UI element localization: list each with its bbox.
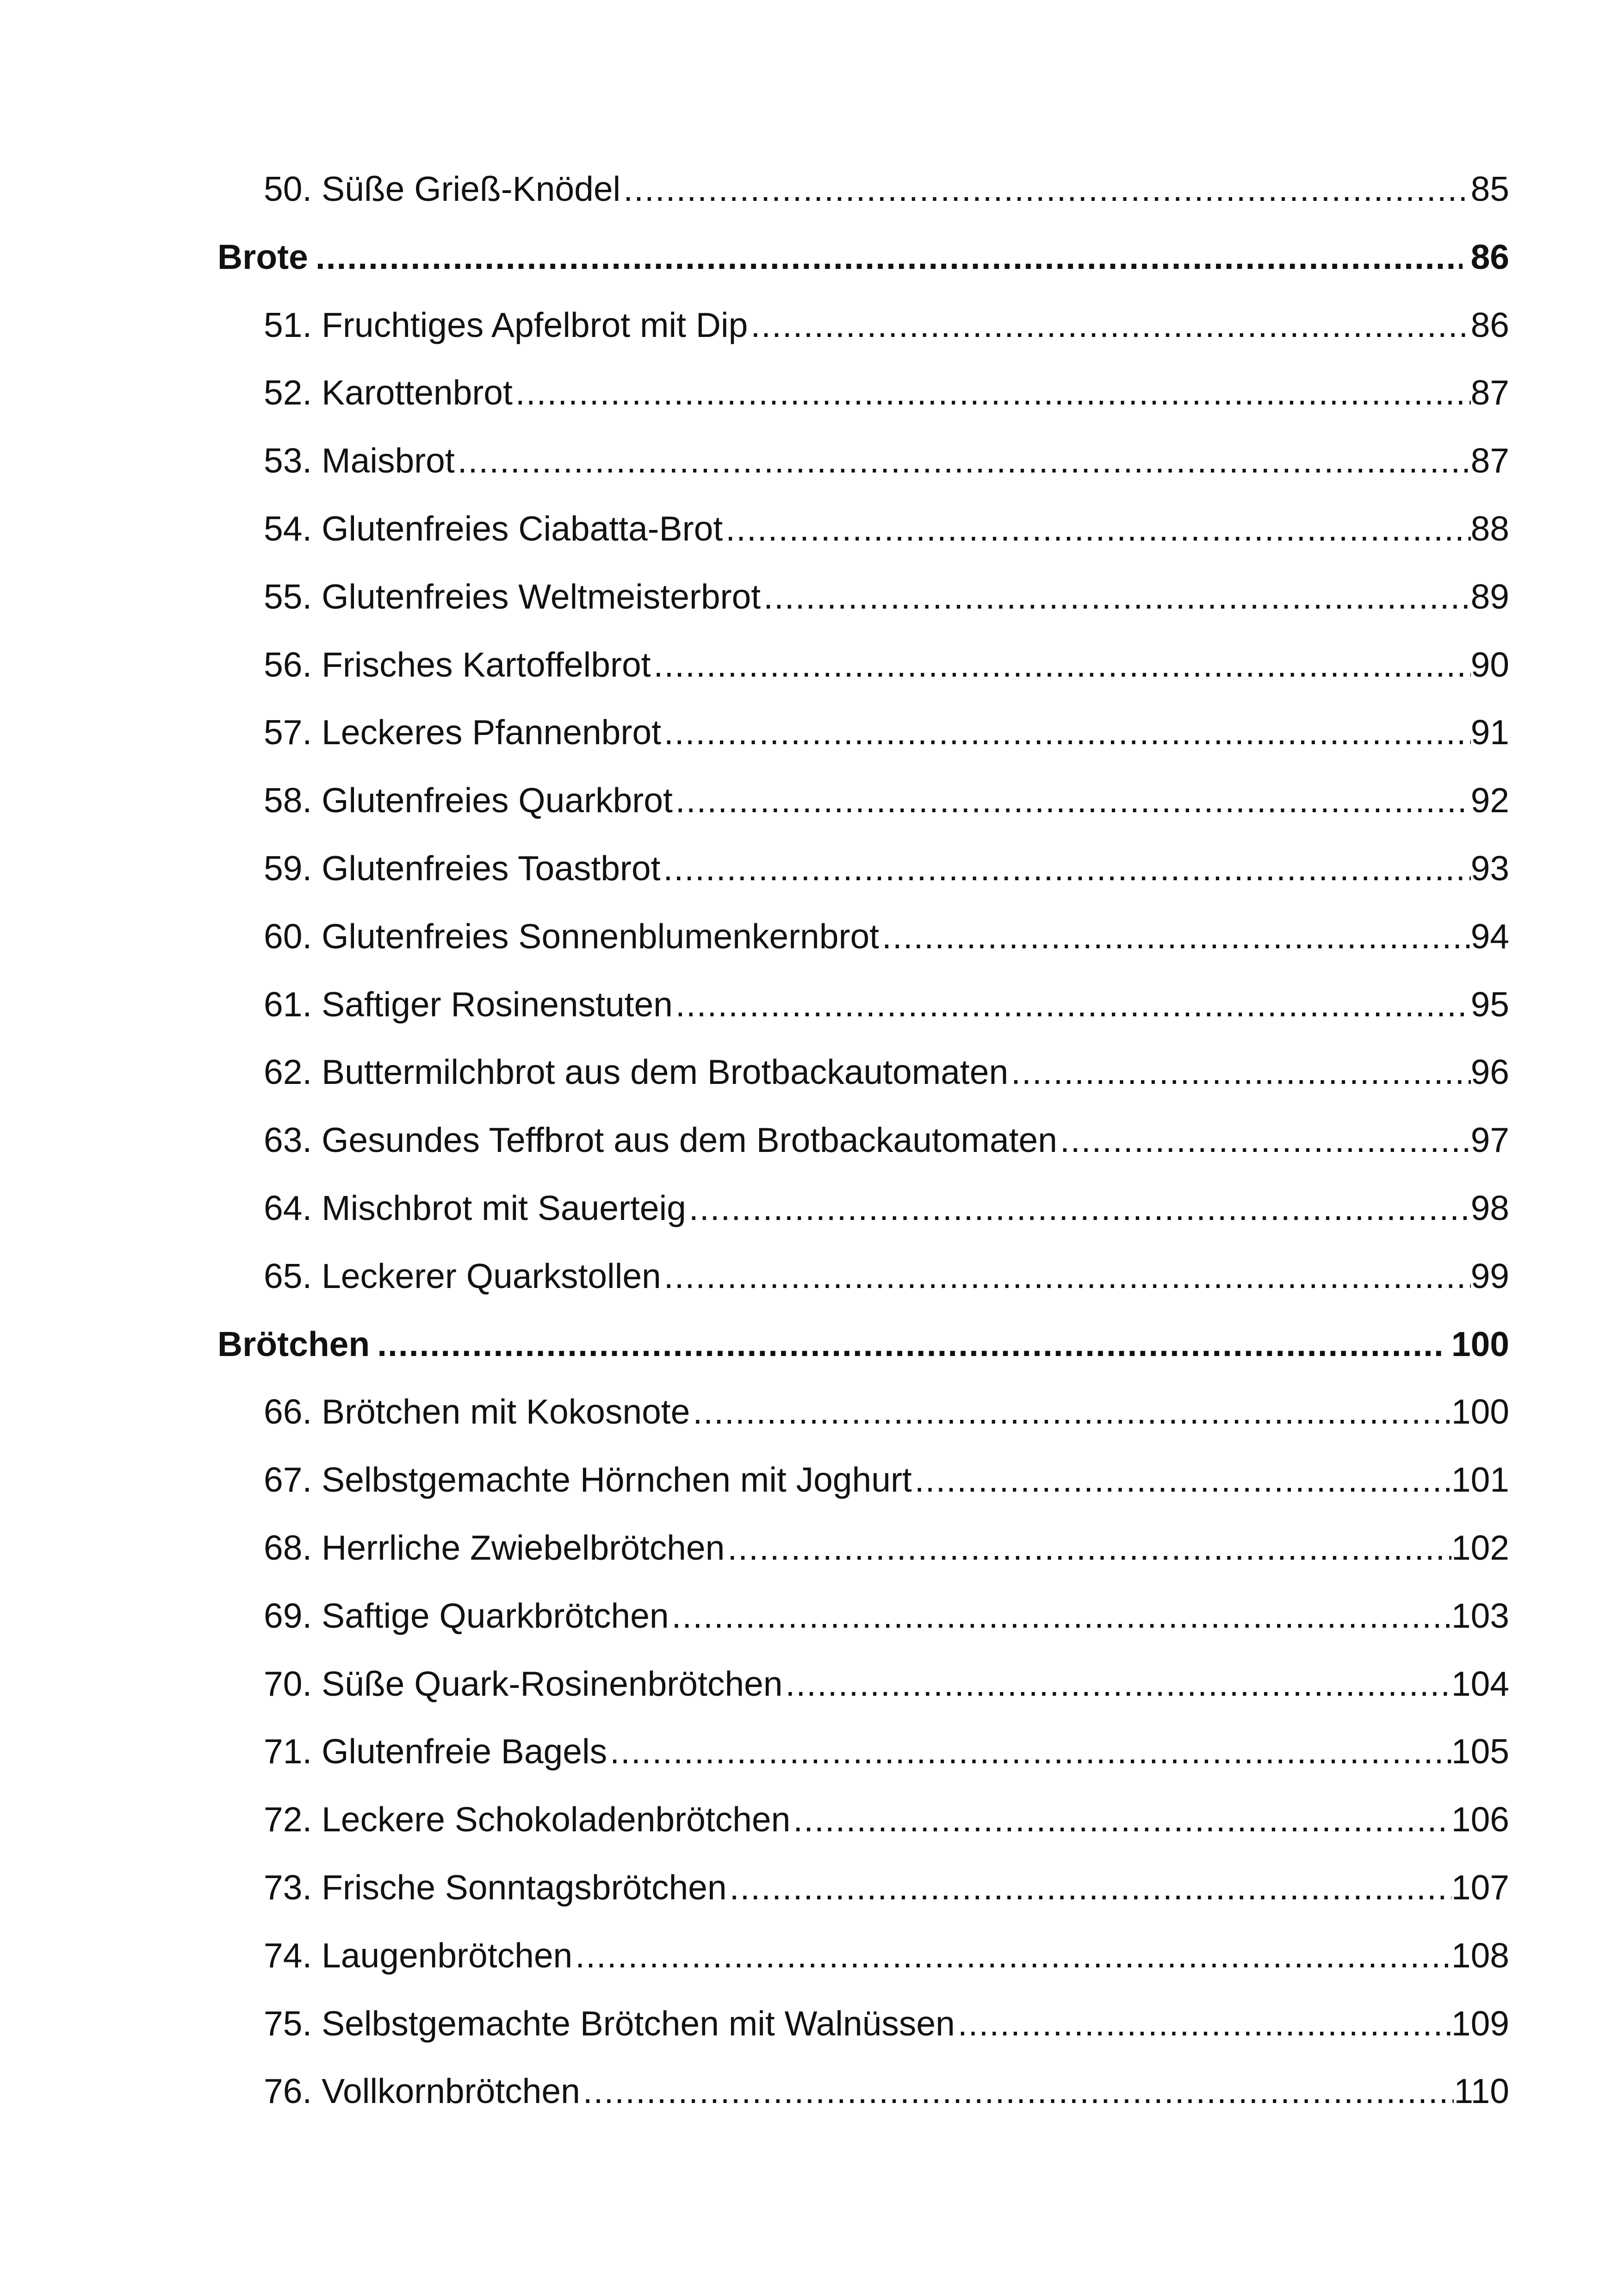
page-number: 109 [1451, 2004, 1509, 2043]
entry-title: 68. Herrliche Zwiebelbrötchen [264, 1528, 725, 1567]
entry-title: 57. Leckeres Pfannenbrot [264, 713, 661, 752]
toc-entry[interactable] [264, 505, 1509, 552]
entry-title: 54. Glutenfreies Ciabatta-Brot [264, 509, 723, 548]
entry-title: 55. Glutenfreies Weltmeisterbrot [264, 577, 761, 616]
entry-title: 74. Laugenbrötchen [264, 1936, 573, 1975]
toc-entry[interactable] [264, 913, 1509, 959]
page-number: 100 [1451, 1392, 1509, 1431]
entry-title: 52. Karottenbrot [264, 373, 513, 412]
page-number: 90 [1470, 645, 1509, 684]
page-number: 89 [1470, 577, 1509, 616]
toc-entry[interactable] [264, 1593, 1509, 1639]
page-number: 98 [1470, 1188, 1509, 1227]
toc-entry[interactable] [264, 2000, 1509, 2047]
toc-entry[interactable] [264, 573, 1509, 620]
dot-leader [763, 573, 1471, 620]
entry-title: 76. Vollkornbrötchen [264, 2072, 580, 2110]
page-number: 95 [1470, 985, 1509, 1024]
toc-section-heading[interactable] [217, 234, 1509, 280]
entry-title: 56. Frisches Kartoffelbrot [264, 645, 651, 684]
dot-leader [676, 981, 1471, 1027]
dot-leader [654, 641, 1471, 688]
dot-leader [958, 2000, 1451, 2047]
toc-entry[interactable] [264, 437, 1509, 484]
toc-entry[interactable] [264, 709, 1509, 755]
entry-title: 62. Buttermilchbrot aus dem Brotbackautomaten [264, 1052, 1009, 1091]
dot-leader [623, 166, 1470, 212]
page-number: 93 [1470, 849, 1509, 888]
entry-title: 50. Süße Grieß-Knödel [264, 169, 621, 208]
page-number: 85 [1470, 169, 1509, 208]
page-number: 99 [1470, 1257, 1509, 1295]
dot-leader [583, 2068, 1454, 2114]
toc-entry[interactable] [264, 777, 1509, 823]
dot-leader [664, 709, 1471, 755]
page-number: 97 [1470, 1120, 1509, 1159]
dot-leader [515, 369, 1471, 416]
toc-entry[interactable] [264, 1456, 1509, 1503]
entry-title: 61. Saftiger Rosinenstuten [264, 985, 673, 1024]
entry-title: 71. Glutenfreie Bagels [264, 1732, 608, 1771]
toc-entry[interactable] [264, 1049, 1509, 1095]
page-number: 110 [1454, 2072, 1509, 2110]
page-number: 101 [1451, 1460, 1509, 1499]
entry-title: 60. Glutenfreies Sonnenblumenkernbrot [264, 917, 880, 956]
page-number: 103 [1451, 1596, 1509, 1635]
page-number: 102 [1451, 1528, 1509, 1567]
toc-entry[interactable] [264, 1796, 1509, 1842]
page-number: 108 [1451, 1936, 1509, 1975]
entry-title: 53. Maisbrot [264, 441, 455, 480]
page-number: 87 [1470, 441, 1509, 480]
page-number: 87 [1470, 373, 1509, 412]
page-number: 92 [1470, 781, 1509, 820]
dot-leader [727, 1524, 1451, 1571]
entry-title: 72. Leckere Schokoladenbrötchen [264, 1800, 791, 1839]
dot-leader [882, 913, 1471, 959]
section-title: Brote [217, 237, 308, 276]
page-number: 107 [1451, 1868, 1509, 1907]
entry-title: 73. Frische Sonntagsbrötchen [264, 1868, 727, 1907]
page-number: 100 [1451, 1325, 1509, 1363]
page-number: 94 [1470, 917, 1509, 956]
toc-entry[interactable] [264, 641, 1509, 688]
page-number: 106 [1451, 1800, 1509, 1839]
toc-entry[interactable] [264, 302, 1509, 348]
dot-leader [750, 302, 1470, 348]
entry-title: 64. Mischbrot mit Sauerteig [264, 1188, 686, 1227]
dot-leader [672, 1593, 1451, 1639]
dot-leader [458, 437, 1471, 484]
toc-entry[interactable] [264, 166, 1509, 212]
dot-leader [689, 1185, 1471, 1231]
entry-title: 63. Gesundes Teffbrot aus dem Brotbackautomaten [264, 1120, 1057, 1159]
dot-leader [316, 234, 1463, 280]
dot-leader [1060, 1117, 1471, 1163]
dot-leader [793, 1796, 1451, 1842]
entry-title: 59. Glutenfreies Toastbrot [264, 849, 661, 888]
toc-entry[interactable] [264, 1661, 1509, 1707]
dot-leader [663, 845, 1470, 891]
toc-entry[interactable] [264, 981, 1509, 1027]
section-title: Brötchen [217, 1325, 370, 1363]
toc-section-heading[interactable] [217, 1321, 1509, 1367]
page-number: 86 [1470, 305, 1509, 344]
entry-title: 58. Glutenfreies Quarkbrot [264, 781, 673, 820]
dot-leader [610, 1728, 1451, 1774]
entry-title: 66. Brötchen mit Kokosnote [264, 1392, 690, 1431]
toc-entry[interactable] [264, 1253, 1509, 1299]
dot-leader [915, 1456, 1451, 1503]
dot-leader [785, 1661, 1451, 1707]
page-number: 86 [1470, 237, 1509, 276]
toc-entry[interactable] [264, 1524, 1509, 1571]
toc-entry[interactable] [264, 1728, 1509, 1774]
entry-title: 75. Selbstgemachte Brötchen mit Walnüssen [264, 2004, 955, 2043]
entry-title: 65. Leckerer Quarkstollen [264, 1257, 661, 1295]
toc-entry[interactable] [264, 1117, 1509, 1163]
toc-entry[interactable] [264, 1185, 1509, 1231]
toc-entry[interactable] [264, 845, 1509, 891]
page-number: 105 [1451, 1732, 1509, 1771]
entry-title: 51. Fruchtiges Apfelbrot mit Dip [264, 305, 748, 344]
dot-leader [377, 1321, 1443, 1367]
dot-leader [676, 777, 1471, 823]
page-number: 88 [1470, 509, 1509, 548]
toc-entry[interactable] [264, 2068, 1509, 2114]
dot-leader [730, 1864, 1451, 1910]
toc-entry[interactable] [264, 1388, 1509, 1435]
toc-entry[interactable] [264, 1864, 1509, 1910]
dot-leader [1011, 1049, 1470, 1095]
page-number: 96 [1470, 1052, 1509, 1091]
dot-leader [664, 1253, 1471, 1299]
dot-leader [575, 1932, 1451, 1979]
entry-title: 70. Süße Quark-Rosinenbrötchen [264, 1664, 783, 1703]
page-number: 91 [1470, 713, 1509, 752]
dot-leader [693, 1388, 1451, 1435]
entry-title: 69. Saftige Quarkbrötchen [264, 1596, 669, 1635]
toc-entry[interactable] [264, 369, 1509, 416]
dot-leader [725, 505, 1470, 552]
page-number: 104 [1451, 1664, 1509, 1703]
entry-title: 67. Selbstgemachte Hörnchen mit Joghurt [264, 1460, 912, 1499]
toc-entry[interactable] [264, 1932, 1509, 1979]
